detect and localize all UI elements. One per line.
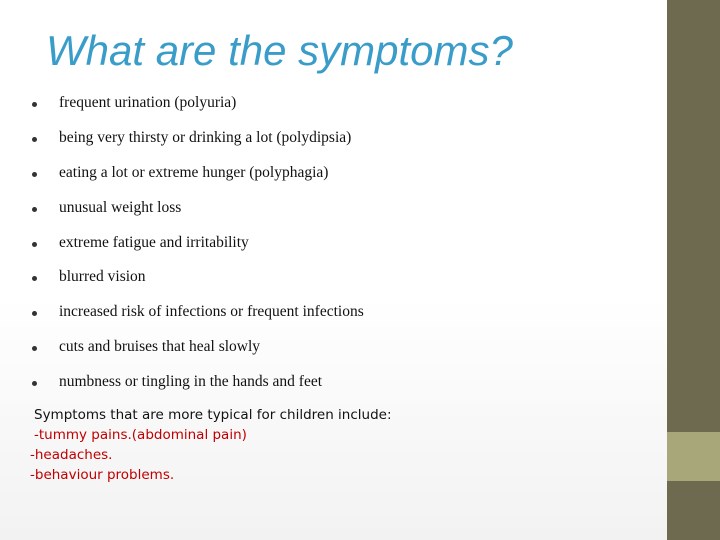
symptom-text: cuts and bruises that heal slowly bbox=[59, 338, 261, 355]
symptom-text: unusual weight loss bbox=[59, 199, 182, 216]
symptom-item bbox=[32, 197, 181, 219]
bullet-dot-icon bbox=[32, 172, 37, 177]
children-note-intro: Symptoms that are more typical for children include: bbox=[34, 407, 392, 423]
symptom-text: eating a lot or extreme hunger (polyphagia) bbox=[59, 164, 329, 181]
symptom-text: extreme fatigue and irritability bbox=[59, 234, 249, 251]
bullet-dot-icon bbox=[32, 242, 37, 247]
symptom-item bbox=[32, 127, 351, 149]
symptom-text: being very thirsty or drinking a lot (polydipsia) bbox=[59, 129, 352, 146]
bullet-dot-icon bbox=[32, 311, 37, 316]
children-note-item: -behaviour problems. bbox=[30, 467, 175, 483]
symptom-text: frequent urination (polyuria) bbox=[59, 94, 237, 111]
side-decor-accent bbox=[667, 432, 720, 481]
bullet-dot-icon bbox=[32, 207, 37, 212]
children-note-item: -tummy pains.(abdominal pain) bbox=[34, 427, 247, 443]
symptom-item bbox=[32, 92, 236, 114]
bullet-dot-icon bbox=[32, 276, 37, 281]
symptom-item bbox=[32, 371, 322, 393]
slide-title: What are the symptoms? bbox=[46, 27, 513, 74]
symptom-item bbox=[32, 301, 364, 323]
children-note-item: -headaches. bbox=[30, 447, 113, 463]
symptom-text: numbness or tingling in the hands and feet bbox=[59, 373, 323, 390]
symptom-text: increased risk of infections or frequent infections bbox=[59, 303, 364, 320]
bullet-dot-icon bbox=[32, 102, 37, 107]
symptom-item bbox=[32, 232, 249, 254]
symptom-item bbox=[32, 162, 328, 184]
bullet-dot-icon bbox=[32, 381, 37, 386]
bullet-dot-icon bbox=[32, 137, 37, 142]
symptom-item bbox=[32, 266, 146, 288]
children-symptoms-note bbox=[30, 405, 480, 485]
bullet-dot-icon bbox=[32, 346, 37, 351]
symptom-text: blurred vision bbox=[59, 268, 146, 285]
symptom-item bbox=[32, 336, 260, 358]
